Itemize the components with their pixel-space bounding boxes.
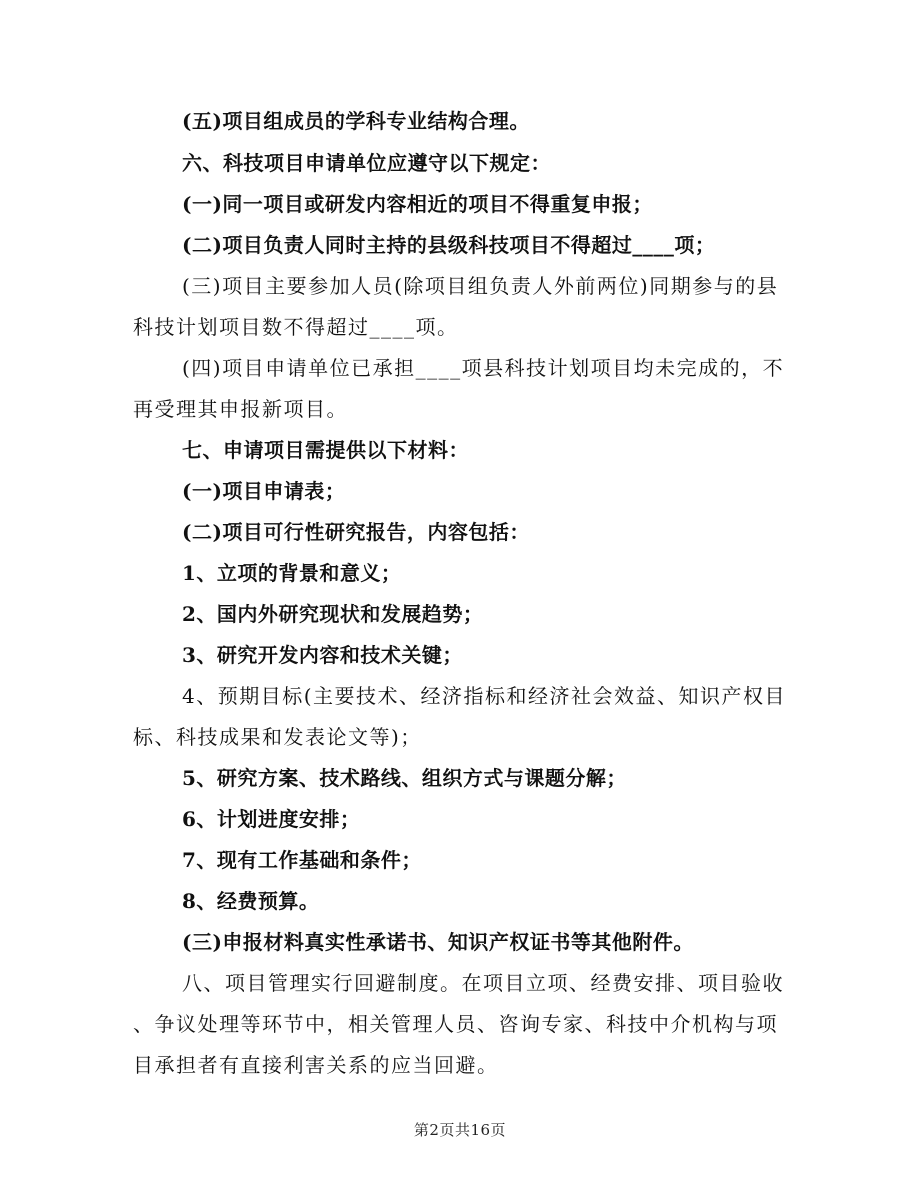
section-heading: 六、科技项目申请单位应遵守以下规定： (182, 151, 551, 175)
paragraph-line: (五)项目组成员的学科专业结构合理。 (182, 109, 530, 133)
list-item: 8、经费预算。 (182, 889, 320, 913)
list-item: 4、预期目标(主要技术、经济指标和经济社会效益、知识产权目 (182, 684, 787, 708)
paragraph-line: 再受理其申报新项目。 (133, 397, 348, 421)
paragraph-line: (三)申报材料真实性承诺书、知识产权证书等其他附件。 (182, 930, 694, 954)
list-item: 2、国内外研究现状和发展趋势； (182, 602, 484, 626)
section-heading: 八、项目管理实行回避制度。在项目立项、经费安排、项目验收 (182, 971, 784, 995)
paragraph-line: (三)项目主要参加人员(除项目组负责人外前两位)同期参与的县 (182, 274, 779, 298)
list-item: 5、研究方案、技术路线、组织方式与课题分解； (182, 766, 627, 790)
paragraph-line: 科技计划项目数不得超过____项。 (133, 315, 459, 339)
page-number: 第2页共16页 (413, 1121, 507, 1139)
list-item: 3、研究开发内容和技术关键； (182, 643, 463, 667)
list-item: 标、科技成果和发表论文等)； (133, 725, 422, 749)
paragraph-line: (二)项目负责人同时主持的县级科技项目不得超过____项； (182, 233, 716, 257)
section-heading: 七、申请项目需提供以下材料： (182, 438, 469, 462)
paragraph-line: 、争议处理等环节中，相关管理人员、咨询专家、科技中介机构与项 (133, 1012, 778, 1036)
paragraph-line: 目承担者有直接利害关系的应当回避。 (133, 1053, 499, 1077)
paragraph-line: (一)同一项目或研发内容相近的项目不得重复申报； (182, 192, 653, 216)
paragraph-line: (二)项目可行性研究报告，内容包括： (182, 520, 530, 544)
paragraph-line: (一)项目申请表； (182, 479, 346, 503)
list-item: 7、现有工作基础和条件； (182, 848, 422, 872)
list-item: 6、计划进度安排； (182, 807, 361, 831)
list-item: 1、立项的背景和意义； (182, 561, 402, 585)
paragraph-line: (四)项目申请单位已承担____项县科技计划项目均未完成的，不 (182, 356, 785, 380)
